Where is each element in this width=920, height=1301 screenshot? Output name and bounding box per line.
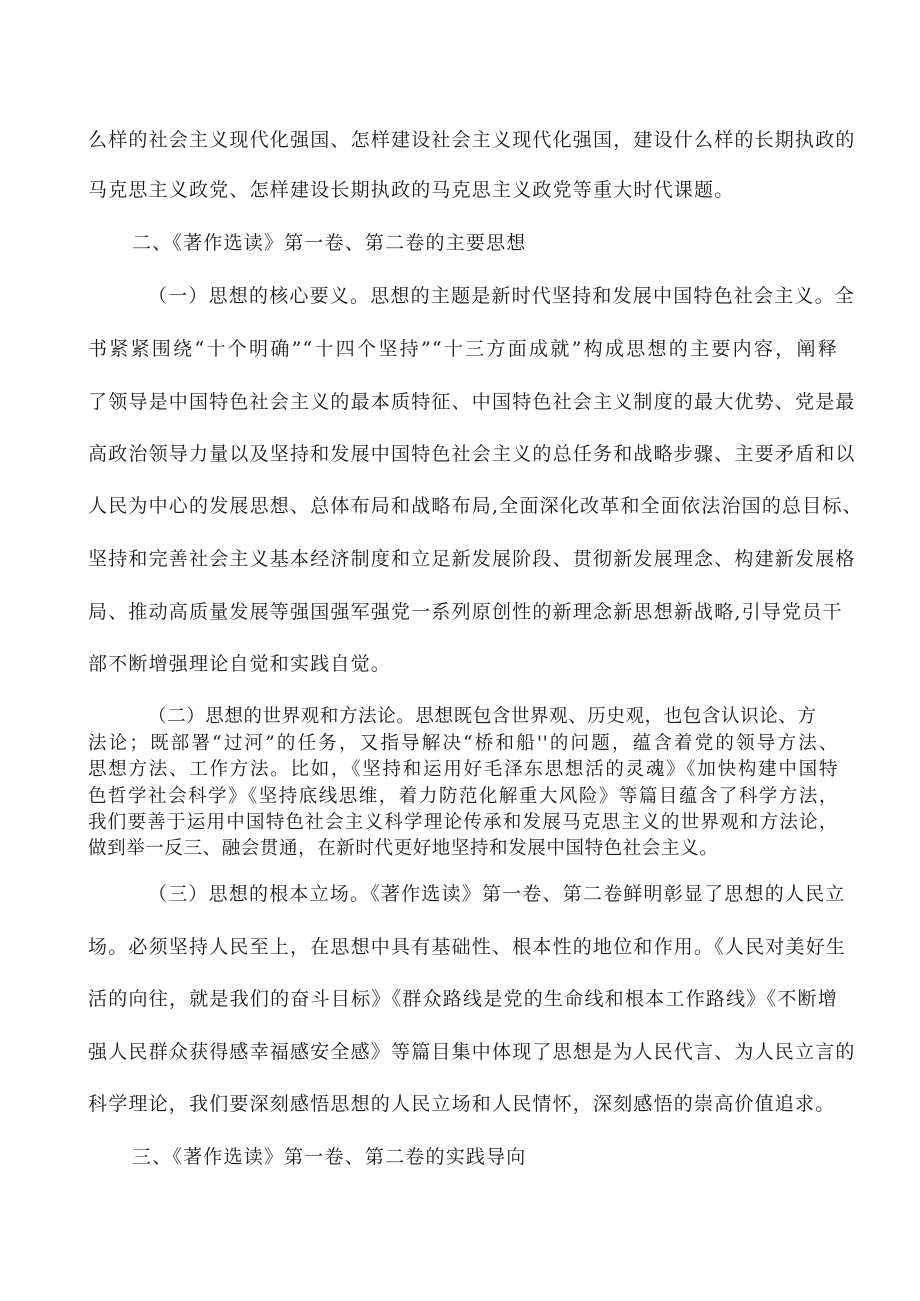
text-line: 法论；既部署“过河”的任务，又指导解决“桥和船''的问题，蕴含着党的领导方法、	[88, 733, 838, 754]
text-line: 科学理论，我们要深刻感悟思想的人民立场和人民情怀，深刻感悟的崇高价值追求。	[88, 1093, 836, 1115]
text-line: （二）思想的世界观和方法论。思想既包含世界观、历史观，也包含认识论、方	[148, 706, 817, 727]
text-line: 做到举一反三、融会贯通，在新时代更好地坚持和发展中国特色社会主义。	[88, 838, 719, 859]
text-line: 强人民群众获得感幸福感安全感》等篇目集中体现了思想是为人民代言、为人民立言的	[88, 1041, 856, 1063]
text-line: 活的向往，就是我们的奋斗目标》《群众路线是党的生命线和根本工作路线》《不断增	[88, 988, 838, 1010]
text-line: 局、推动高质量发展等强国强军强党一系列原创性的新理念新思想新战略,引导党员干	[88, 601, 843, 623]
text-line: 思想方法、工作方法。比如，《坚持和运用好毛泽东思想活的灵魂》《加快构建中国特	[88, 759, 838, 780]
text-line: （三）思想的根本立场。《著作选读》第一卷、第二卷鲜明彰显了思想的人民立	[148, 883, 846, 905]
text-line: 部不断增强理论自觉和实践自觉。	[88, 653, 392, 675]
section-heading-2: 二、《著作选读》第一卷、第二卷的主要思想	[132, 232, 527, 254]
text-line: 场。必须坚持人民至上，在思想中具有基础性、根本性的地位和作用。《人民对美好生	[88, 936, 847, 958]
text-line: 人民为中心的发展思想、总体布局和战略布局,全面深化改革和全面依法治国的总目标、	[88, 495, 863, 517]
section-heading-3: 三、《著作选读》第一卷、第二卷的实践导向	[132, 1146, 527, 1168]
text-line: 么样的社会主义现代化强国、怎样建设社会主义现代化强国，建设什么样的长期执政的	[88, 129, 856, 151]
text-line: 书紧紧围绕“十个明确”“十四个坚持”“十三方面成就”构成思想的主要内容，阐释	[88, 338, 838, 360]
text-line: （一）思想的核心要义。思想的主题是新时代坚持和发展中国特色社会主义。全	[148, 285, 856, 307]
text-line: 高政治领导力量以及坚持和发展中国特色社会主义的总任务和战略步骤、主要矛盾和以	[88, 443, 856, 465]
text-line: 我们要善于运用中国特色社会主义科学理论传承和发展马克思主义的世界观和方法论，	[88, 812, 838, 833]
text-line: 马克思主义政党、怎样建设长期执政的马克思主义政党等重大时代课题。	[88, 179, 735, 201]
text-line: 色哲学社会科学》《坚持底线思维，着力防范化解重大风险》等篇目蕴含了科学方法，	[88, 786, 838, 807]
text-line: 了领导是中国特色社会主义的最本质特征、中国特色社会主义制度的最大优势、党是最	[88, 391, 856, 413]
text-line: 坚持和完善社会主义基本经济制度和立足新发展阶段、贯彻新发展理念、构建新发展格	[88, 548, 856, 570]
